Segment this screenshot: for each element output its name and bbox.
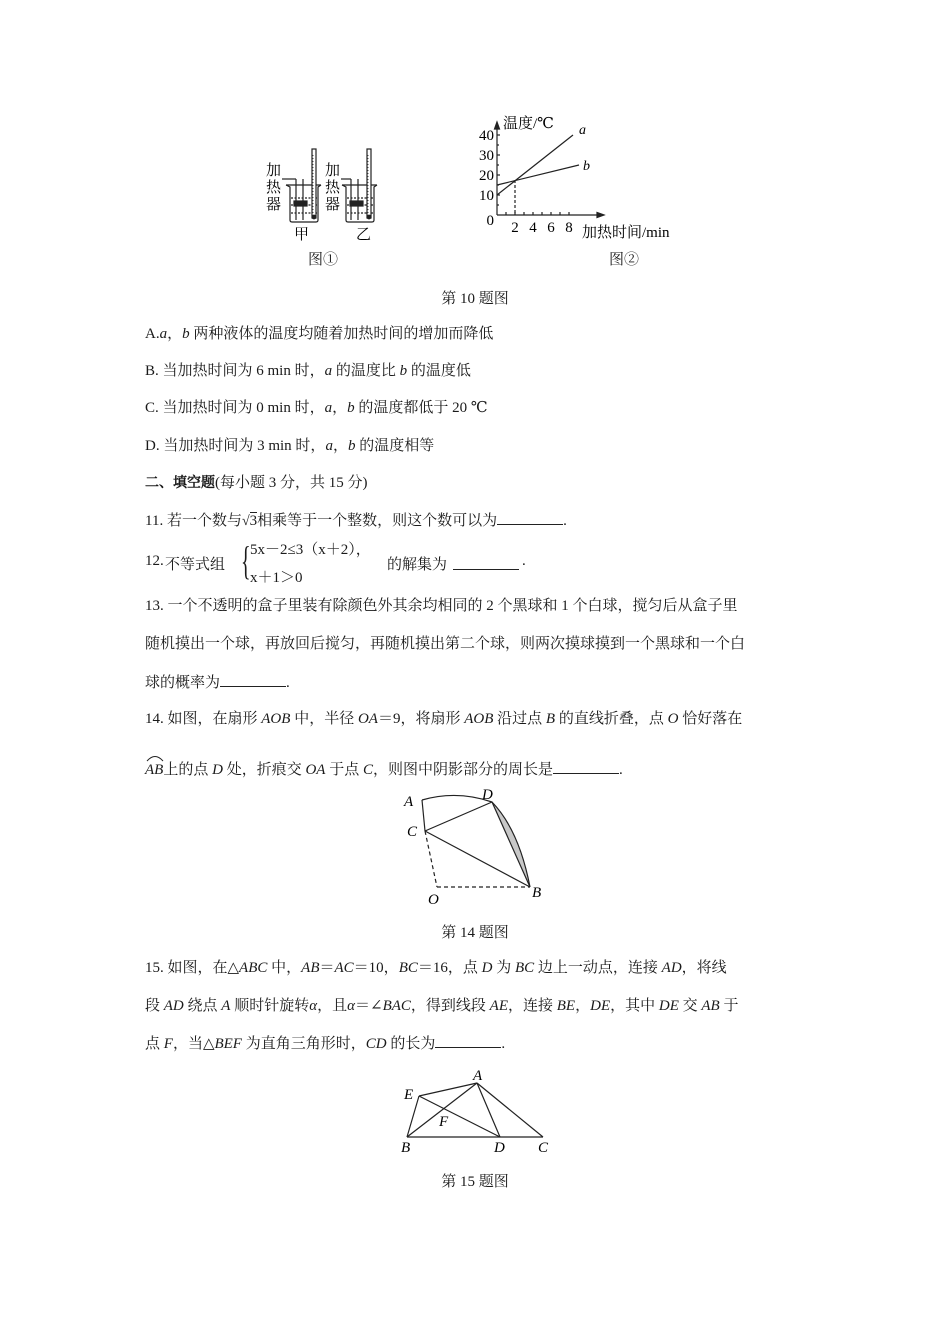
question-13-line-3: 球的概率为 . [145, 672, 290, 693]
y-axis-arrow-icon [495, 122, 500, 129]
question-13-line-1: 13. 一个不透明的盒子里装有除颜色外其余均相同的 2 个黑球和 1 个白球，搅匀后从盒子里 [145, 598, 738, 614]
point-c-label: C [538, 1140, 549, 1156]
fig2-caption: 图② [608, 252, 639, 268]
section-2-title: 二、填空题 [145, 475, 215, 491]
point-b-label: B [532, 885, 542, 901]
y-tick-20: 20 [479, 168, 494, 184]
option-a: A.a，b 两种液体的温度均随着加热时间的增加而降低 [145, 326, 494, 342]
x-tick-4: 4 [529, 220, 537, 236]
option-c: C. 当加热时间为 0 min 时，a，b 的温度都低于 20 ℃ [145, 400, 488, 416]
question-15-line-2: 段 AD 绕点 A 顺时针旋转α，且α＝∠BAC，得到线段 AE，连接 BE，DE，其中 DE 交 AB 于 [145, 998, 739, 1014]
figure-15-triangle [395, 1066, 560, 1156]
segment-db [492, 802, 530, 887]
point-d-label: D [482, 788, 493, 803]
answer-blank-12[interactable] [453, 555, 519, 570]
section-2-subtitle: (每小题 3 分，共 15 分) [215, 475, 368, 491]
y-tick-0: 0 [486, 213, 494, 229]
figure-14-caption: 第 14 题图 [441, 925, 509, 941]
question-14-line-1: 14. 如图，在扇形 AOB 中，半径 OA＝9，将扇形 AOB 沿过点 B 的直线折叠，点 O 恰好落在 [145, 711, 743, 727]
y-tick-30: 30 [479, 148, 494, 164]
segment-ed [419, 1096, 500, 1137]
fig1-caption: 图① [308, 252, 339, 268]
question-13-line-2: 随机摸出一个球，再放回后搅匀，再随机摸出第二个球，则两次摸球摸到一个黑球和一个白 [145, 636, 746, 652]
arc-ab: AB [145, 760, 163, 780]
inequality-2: x＋1＞0 [250, 570, 303, 586]
beaker-left [282, 149, 321, 222]
x-tick-2: 2 [511, 220, 519, 236]
answer-blank-15[interactable] [435, 1033, 501, 1048]
answer-blank-14[interactable] [553, 759, 619, 774]
y-tick-40: 40 [479, 128, 494, 144]
point-o-label: O [428, 892, 439, 908]
x-axis-arrow-icon [597, 213, 604, 218]
beaker-right [341, 149, 377, 222]
series-a-line [497, 135, 573, 195]
point-a-label: A [473, 1068, 483, 1084]
segment-cd [425, 802, 492, 831]
answer-blank-11[interactable] [497, 510, 563, 525]
heater-label-right-2: 热 [325, 180, 341, 196]
heater-label-left-2: 热 [266, 180, 282, 196]
figure-10-caption: 第 10 题图 [441, 291, 509, 307]
x-tick-8: 8 [565, 220, 573, 236]
point-a-label: A [404, 794, 414, 810]
series-a-label: a [579, 123, 586, 138]
option-b: B. 当加热时间为 6 min 时，a 的温度比 b 的温度低 [145, 363, 471, 379]
point-c-label: C [407, 824, 418, 840]
question-11: 11. 若一个数与√3相乘等于一个整数，则这个数可以为 . [145, 510, 567, 532]
point-d-label: D [494, 1140, 505, 1156]
option-d: D. 当加热时间为 3 min 时，a，b 的温度相等 [145, 438, 435, 454]
question-14-line-2: AB上的点 D 处，折痕交 OA 于点 C，则图中阴影部分的周长是 . [145, 759, 623, 780]
beaker-left-label: 甲 [294, 227, 310, 243]
beaker-apparatus-figure [262, 145, 382, 245]
answer-blank-13[interactable] [220, 672, 286, 687]
y-axis-label: 温度/℃ [503, 116, 554, 132]
x-axis-label: 加热时间/min [582, 225, 670, 241]
figure-15-caption: 第 15 题图 [441, 1174, 509, 1190]
temperature-chart [475, 112, 695, 242]
sqrt-icon: √ [241, 514, 250, 529]
segment-ac [422, 800, 425, 831]
heater-label-right-1: 加 [325, 163, 341, 179]
question-15-line-3: 点 F，当△BEF 为直角三角形时，CD 的长为 . [145, 1033, 505, 1054]
point-f-label: F [439, 1114, 449, 1130]
beaker-right-label: 乙 [356, 227, 372, 243]
y-tick-10: 10 [479, 188, 494, 204]
x-tick-6: 6 [547, 220, 555, 236]
heater-label-left-1: 加 [266, 163, 282, 179]
series-b-label: b [583, 159, 590, 174]
segment-ac [477, 1083, 543, 1137]
heater-label-right-3: 器 [325, 197, 341, 213]
figure-14-sector [395, 788, 555, 908]
series-b-line [497, 165, 579, 185]
question-15-line-1: 15. 如图，在△ABC 中，AB＝AC＝10，BC＝16，点 D 为 BC 边上一动点，连接 AD，将线 [145, 960, 727, 976]
point-b-label: B [401, 1140, 411, 1156]
heater-label-left-3: 器 [266, 197, 282, 213]
brace-icon: { [241, 538, 251, 583]
inequality-1: 5x－2≤3（x＋2）， [250, 542, 371, 558]
section-2-heading [145, 473, 368, 493]
point-e-label: E [404, 1087, 414, 1103]
segment-ad [477, 1083, 500, 1137]
segment-co-dashed [425, 831, 437, 887]
